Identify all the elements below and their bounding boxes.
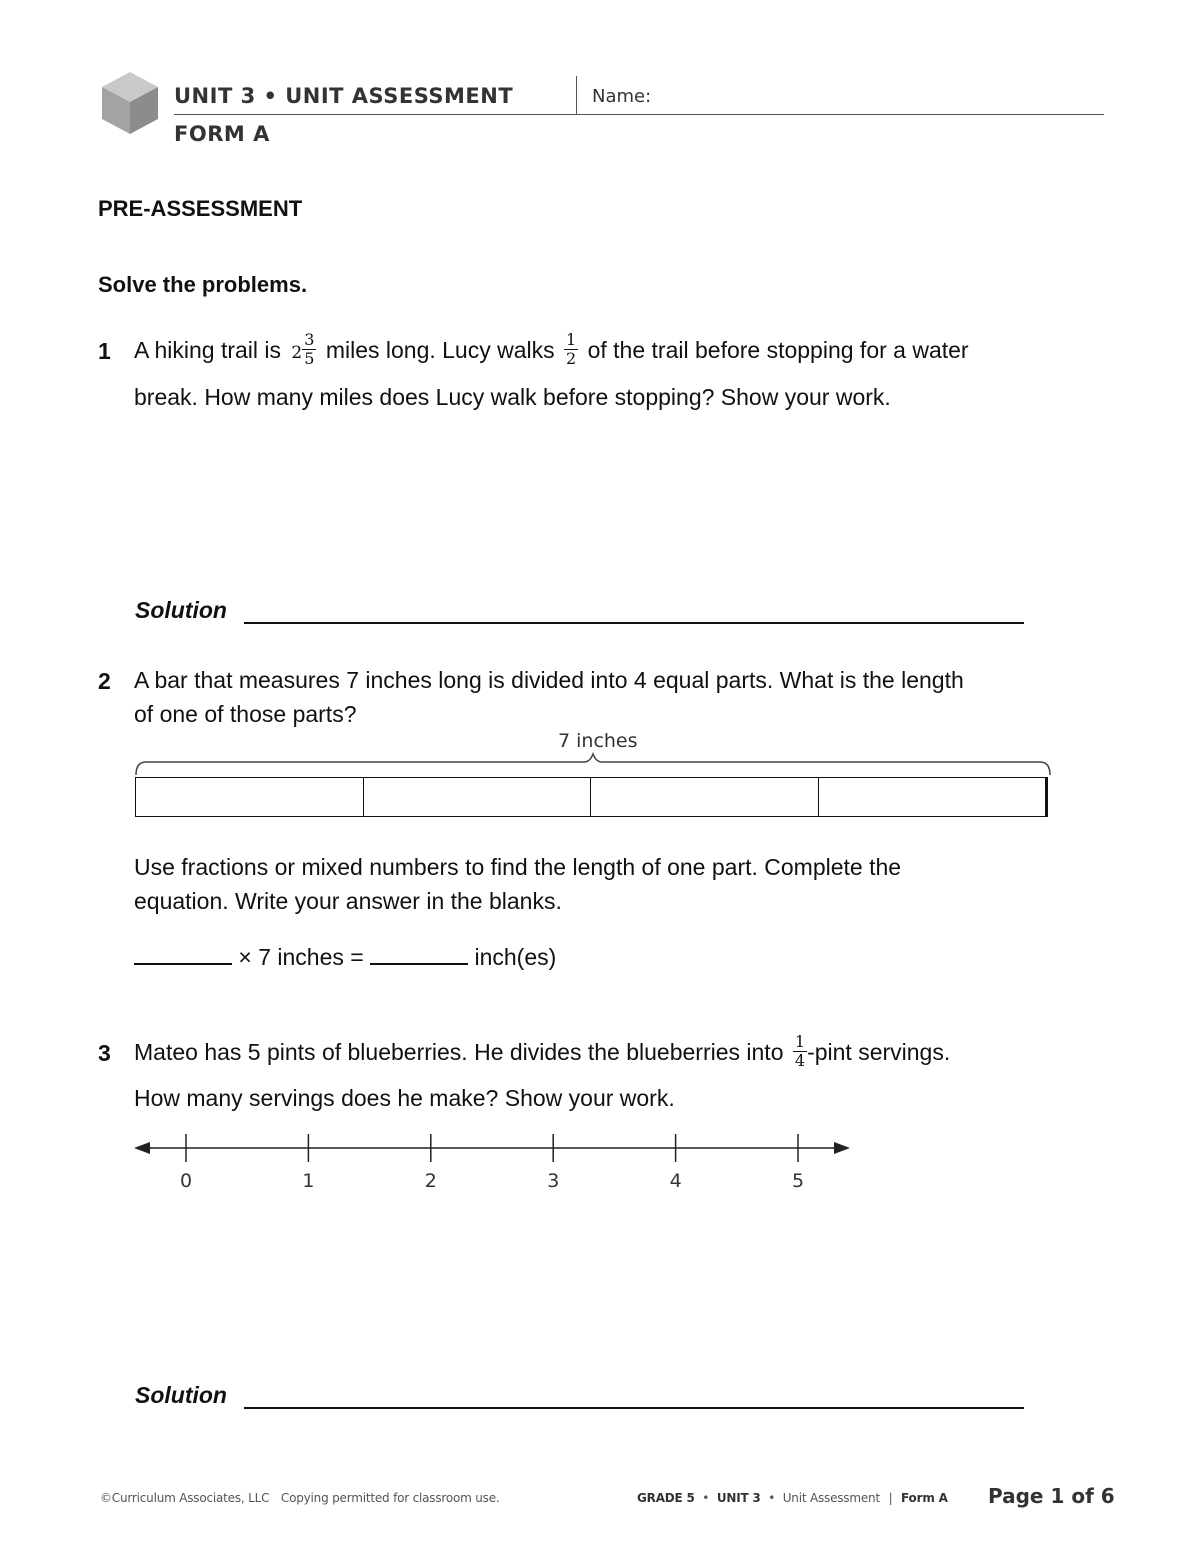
footer-dot-1: • xyxy=(702,1491,710,1505)
number-line-label: 2 xyxy=(424,1170,437,1192)
copyright-text: ©Curriculum Associates, LLC xyxy=(100,1491,270,1505)
q1-fraction xyxy=(564,331,578,368)
q1-text-a: A hiking trail is xyxy=(134,337,282,363)
question-2-number: 2 xyxy=(98,668,111,694)
bar-part xyxy=(819,778,1046,816)
q1-mixed-fraction xyxy=(302,331,316,368)
q1-solution-label: Solution xyxy=(135,597,227,623)
question-2-line-1: A bar that measures 7 inches long is divided into 4 equal parts. What is the length xyxy=(134,667,964,693)
number-line-left-arrow-icon xyxy=(134,1142,150,1154)
question-2-instruction-1: Use fractions or mixed numbers to find the length of one part. Complete the xyxy=(134,854,902,880)
question-3-line-2: How many servings does he make? Show your work. xyxy=(134,1085,675,1111)
header-rule xyxy=(174,114,1104,115)
footer-dot-2: • xyxy=(768,1491,776,1505)
bar-part xyxy=(591,778,819,816)
permission-text: Copying permitted for classroom use. xyxy=(280,1491,500,1505)
q1-fraction-numerator: 1 xyxy=(566,330,577,350)
q2-equation xyxy=(134,940,556,974)
q1-text-c: of the trail before stopping for a water xyxy=(587,337,969,363)
question-1-text xyxy=(134,330,969,370)
number-line-label: 5 xyxy=(792,1170,805,1192)
footer-course-info xyxy=(637,1491,948,1505)
footer-form: Form A xyxy=(901,1491,948,1505)
instructions: Solve the problems. xyxy=(98,272,308,297)
q1-mixed-whole: 2 xyxy=(291,343,303,363)
q3-solution-label: Solution xyxy=(135,1382,227,1408)
q2-equation-mid: × 7 inches = xyxy=(238,944,364,970)
footer-assessment: Unit Assessment xyxy=(782,1491,880,1505)
question-3-number: 3 xyxy=(98,1040,111,1066)
q1-fraction-denominator: 2 xyxy=(566,349,577,369)
question-2-line-2: of one of those parts? xyxy=(134,701,357,727)
q2-equation-end: inch(es) xyxy=(474,944,557,970)
q1-mixed-numerator: 3 xyxy=(304,330,315,350)
name-label: Name: xyxy=(592,86,652,107)
number-line-label: 3 xyxy=(547,1170,560,1192)
header-divider xyxy=(576,76,577,114)
q1-solution-line[interactable] xyxy=(244,622,1024,624)
header xyxy=(0,0,1200,160)
unit-title: UNIT 3 • UNIT ASSESSMENT xyxy=(174,84,514,108)
q3-text-b: -pint servings. xyxy=(807,1039,951,1065)
section-title: PRE-ASSESSMENT xyxy=(98,196,303,221)
q1-text-b: miles long. Lucy walks xyxy=(325,337,555,363)
q1-mixed-denominator: 5 xyxy=(304,349,315,369)
q3-fraction-numerator: 1 xyxy=(794,1032,806,1052)
question-1-line-2: break. How many miles does Lucy walk before stopping? Show your work. xyxy=(134,384,891,410)
q3-fraction xyxy=(793,1033,807,1070)
bar-part xyxy=(136,778,364,816)
q3-fraction-denominator: 4 xyxy=(794,1051,806,1071)
number-line xyxy=(130,1128,860,1168)
number-line-label: 0 xyxy=(180,1170,193,1192)
bar-brace xyxy=(134,750,1052,778)
footer-unit: UNIT 3 xyxy=(716,1491,761,1505)
number-line-label: 1 xyxy=(302,1170,315,1192)
question-2-instruction-2: equation. Write your answer in the blanks. xyxy=(134,888,562,914)
cube-logo-icon xyxy=(100,70,160,136)
bar-part xyxy=(364,778,592,816)
number-line-label: 4 xyxy=(669,1170,682,1192)
question-1-number: 1 xyxy=(98,338,111,364)
footer-copyright xyxy=(100,1491,500,1505)
bar-diagram xyxy=(135,777,1048,817)
footer-grade: GRADE 5 xyxy=(637,1491,695,1505)
bar-label: 7 inches xyxy=(558,730,638,752)
q3-solution-line[interactable] xyxy=(244,1407,1024,1409)
q3-text-a: Mateo has 5 pints of blueberries. He divides the blueberries into xyxy=(134,1039,784,1065)
q2-blank-answer[interactable] xyxy=(370,943,468,965)
page-number: Page 1 of 6 xyxy=(988,1484,1115,1508)
number-line-right-arrow-icon xyxy=(834,1142,850,1154)
form-label: FORM A xyxy=(174,122,270,146)
footer-separator: | xyxy=(888,1491,893,1505)
question-3-text xyxy=(134,1032,951,1072)
q2-blank-factor[interactable] xyxy=(134,943,232,965)
